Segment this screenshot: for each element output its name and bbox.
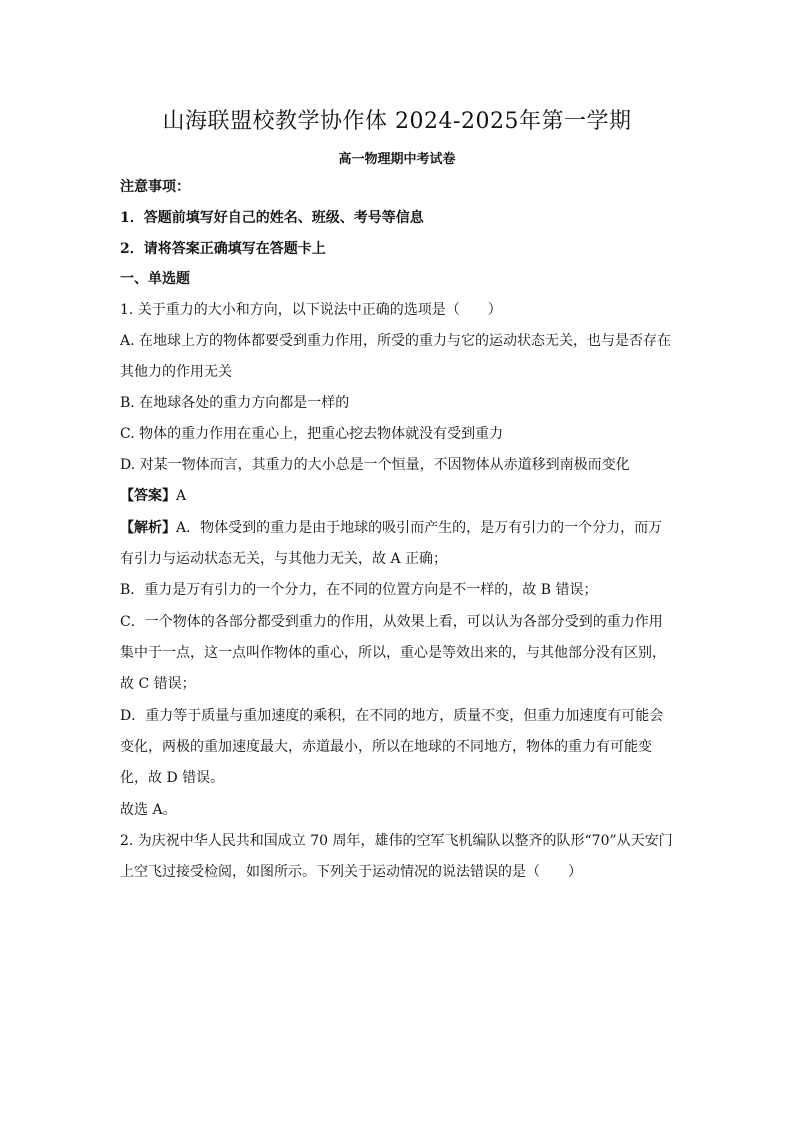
notice-heading: 注意事项： <box>120 179 190 195</box>
question-1-analysis-line8: 变化，两极的重加速度最大，赤道最小，所以在地球的不同地方，物体的重力有可能变 <box>120 739 652 755</box>
question-2-stem-line1: 2. 为庆祝中华人民共和国成立 70 周年，雄伟的空军飞机编队以整齐的队形“70”从天安门 <box>120 833 673 849</box>
analysis-label: 【解析】 <box>120 520 176 536</box>
question-1-option-a-line1: A. 在地球上方的物体都要受到重力作用，所受的重力与它的运动状态无关，也与是否存在 <box>120 333 672 349</box>
page-subtitle: 高一物理期中考试卷 <box>338 152 456 167</box>
answer-label: 【答案】 <box>120 488 176 504</box>
notice-item-2: 2．请将答案正确填写在答题卡上 <box>120 241 326 257</box>
question-1-stem: 1. 关于重力的大小和方向，以下说法中正确的选项是（ ） <box>120 302 502 318</box>
question-1-conclusion: 故选 A。 <box>120 802 177 818</box>
question-1-answer <box>120 485 680 505</box>
question-1-option-b: B. 在地球各处的重力方向都是一样的 <box>120 395 350 411</box>
question-1-analysis-line7: D．重力等于质量与重加速度的乘积，在不同的地方，质量不变，但重力加速度有可能会 <box>120 708 664 724</box>
question-1-analysis-line6: 故 C 错误； <box>120 676 196 692</box>
analysis-text: A．物体受到的重力是由于地球的吸引而产生的，是万有引力的一个分力，而万 <box>176 520 663 536</box>
section-heading: 一、单选题 <box>120 271 190 287</box>
question-1-option-d: D. 对某一物体而言，其重力的大小总是一个恒量，不因物体从赤道移到南极而变化 <box>120 457 630 473</box>
question-1-option-c: C. 物体的重力作用在重心上，把重心挖去物体就没有受到重力 <box>120 426 504 442</box>
question-1-analysis-line5: 集中于一点，这一点叫作物体的重心，所以，重心是等效出来的，与其他部分没有区别， <box>120 645 666 661</box>
question-1-option-a-line2: 其他力的作用无关 <box>120 364 232 380</box>
question-2-stem-line2: 上空飞过接受检阅，如图所示。下列关于运动情况的说法错误的是（ ） <box>120 864 582 880</box>
question-1-analysis-line4: C．一个物体的各部分都受到重力的作用，从效果上看，可以认为各部分受到的重力作用 <box>120 614 663 630</box>
page-title: 山海联盟校教学协作体 2024-2025年第一学期 <box>162 109 632 134</box>
question-1-analysis-line9: 化，故 D 错误。 <box>120 770 225 786</box>
question-1-analysis-line3: B．重力是万有引力的一个分力，在不同的位置方向是不一样的，故 B 错误； <box>120 582 598 598</box>
answer-value: A <box>176 488 187 504</box>
question-1-analysis-line1 <box>120 517 680 537</box>
notice-item-1: 1．答题前填写好自己的姓名、班级、考号等信息 <box>120 210 424 226</box>
question-1-analysis-line2: 有引力与运动状态无关，与其他力无关，故 A 正确； <box>120 551 448 567</box>
